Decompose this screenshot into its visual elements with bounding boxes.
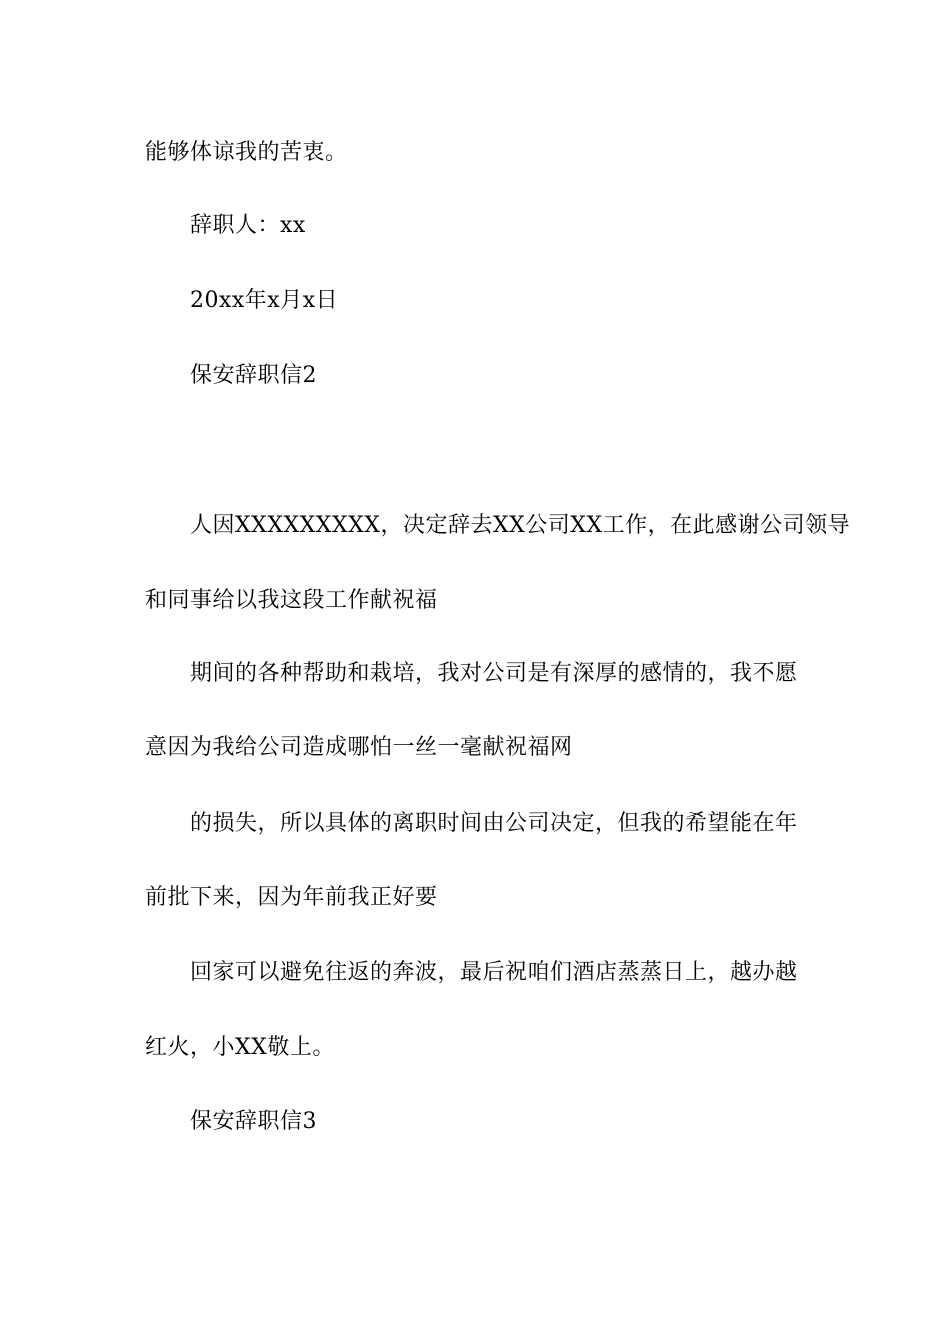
- paragraph-line: 前批下来，因为年前我正好要: [145, 885, 438, 910]
- paragraph-line: 回家可以避免往返的奔波，最后祝咱们酒店蒸蒸日上，越办越: [190, 960, 798, 985]
- section-heading: 保安辞职信2: [190, 363, 317, 388]
- paragraph-line: 人因XXXXXXXXX，决定辞去XX公司XX工作，在此感谢公司领导: [190, 513, 851, 538]
- paragraph-line: 能够体谅我的苦衷。: [145, 140, 348, 165]
- section-heading: 保安辞职信3: [190, 1109, 317, 1134]
- paragraph-line: 的损失，所以具体的离职时间由公司决定，但我的希望能在年: [190, 811, 798, 836]
- signer-line: 辞职人：xx: [190, 213, 306, 238]
- paragraph-line: 意因为我给公司造成哪怕一丝一毫献祝福网: [145, 735, 573, 760]
- paragraph-line: 期间的各种帮助和栽培，我对公司是有深厚的感情的，我不愿: [190, 661, 798, 686]
- paragraph-line: 和同事给以我这段工作献祝福: [145, 588, 438, 613]
- date-line: 20xx年x月x日: [190, 288, 339, 313]
- paragraph-line: 红火，小XX敬上。: [145, 1035, 335, 1060]
